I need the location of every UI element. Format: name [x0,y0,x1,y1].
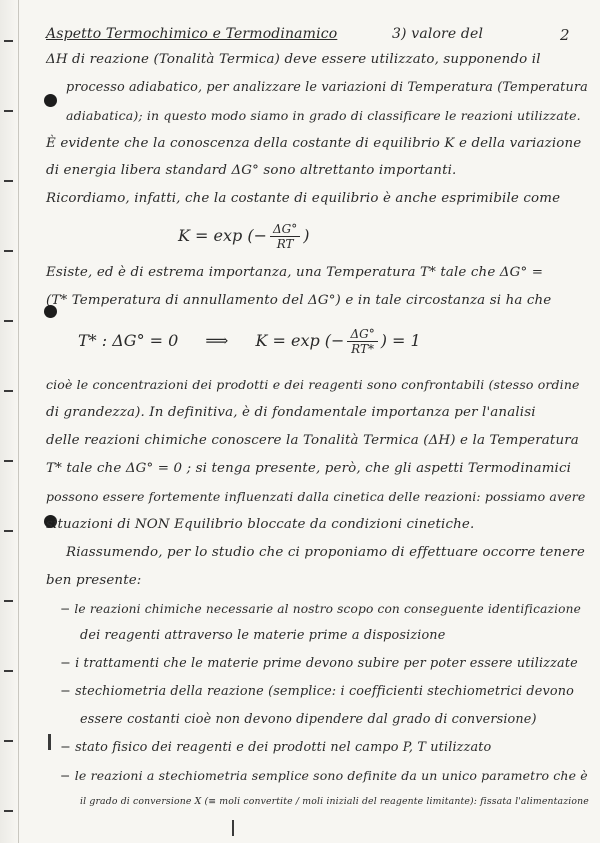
implies-arrow: ⟹ [205,331,229,350]
binding-mark [4,110,13,112]
binding-mark [4,670,13,672]
margin-mark [48,734,51,750]
fraction-denominator: RT [276,237,294,251]
fraction-numerator: ΔG° [347,327,377,342]
text-line: Esiste, ed è di estrema importanza, una Temperatura T* tale che ΔG° = [46,265,544,280]
page-binding [0,0,19,843]
text-line: È evidente che la conoscenza della costante di equilibrio K e della variazione [46,136,582,151]
text-line: ΔH di reazione (Tonalità Termica) deve essere utilizzato, supponendo il [46,52,541,67]
binding-mark [4,180,13,182]
binding-mark [4,320,13,322]
text-line: processo adiabatico, per analizzare le variazioni di Temperatura (Temperatura [66,80,588,95]
text-line: cioè le concentrazioni dei prodotti e dei reagenti sono confrontabili (stesso ordine [46,377,580,392]
punch-hole [44,94,57,107]
formula-fraction [270,222,300,251]
page-title: Aspetto Termochimico e Termodinamico [46,26,338,42]
bottom-pen-mark [232,820,234,836]
text-line: (T* Temperatura di annullamento del ΔG°) e in tale circostanza si ha che [46,293,552,308]
binding-mark [4,530,13,532]
bullet-line: − i trattamenti che le materie prime devono subire per poter essere utilizzate [60,656,578,671]
binding-mark [4,600,13,602]
fraction-denominator: RT* [351,342,374,356]
tstar-formula [78,327,421,356]
formula-close: ) [303,226,310,245]
header-note: 3) valore del [392,26,484,42]
text-line: possono essere fortemente influenzati dalla cinetica delle reazioni: possiamo avere [46,489,586,504]
text-line: ben presente: [46,573,142,588]
bullet-line: − le reazioni a stechiometria semplice sono definite da un unico parametro che è [60,768,588,783]
binding-mark [4,810,13,812]
bullet-line: − stato fisico dei reagenti e dei prodotti nel campo P, T utilizzato [60,740,492,755]
binding-mark [4,740,13,742]
text-line: di energia libera standard ΔG° sono altrettanto importanti. [46,163,457,178]
formula-mid: K = exp (− [255,331,345,350]
bullet-line: − stechiometria della reazione (semplice: i coefficienti stechiometrici devono [60,684,574,699]
text-line: T* tale che ΔG° = 0 ; si tenga presente, però, che gli aspetti Termodinamici [46,461,572,476]
binding-mark [4,40,13,42]
text-line: Ricordiamo, infatti, che la costante di equilibrio è anche esprimibile come [46,191,561,206]
text-line: delle reazioni chimiche conoscere la Tonalità Termica (ΔH) e la Temperatura [46,433,579,448]
bullet-line: essere costanti cioè non devono dipendere dal grado di conversione) [80,712,537,727]
text-line: situazioni di NON Equilibrio bloccate da condizioni cinetiche. [46,517,475,532]
formula-lhs: T* : ΔG° = 0 [78,331,179,350]
binding-mark [4,250,13,252]
bullet-line: il grado di conversione X (≡ moli convertite / moli iniziali del reagente limitante): fissata l'alimentazione [80,796,589,807]
bullet-line: − le reazioni chimiche necessarie al nostro scopo con conseguente identificazione [60,602,581,616]
formula-lhs: K = exp (− [178,226,267,245]
page-number: 2 [560,26,570,44]
text-line: adiabatica); in questo modo siamo in grado di classificare le reazioni utilizzate. [66,108,581,123]
formula-close: ) = 1 [380,331,421,350]
binding-mark [4,460,13,462]
equilibrium-formula [178,222,310,251]
text-line: Riassumendo, per lo studio che ci proponiamo di effettuare occorre tenere [66,545,585,560]
formula-fraction [347,327,377,356]
binding-mark [4,390,13,392]
bullet-line: dei reagenti attraverso le materie prime a disposizione [80,628,446,643]
text-line: di grandezza). In definitiva, è di fondamentale importanza per l'analisi [46,405,536,420]
fraction-numerator: ΔG° [270,222,300,237]
